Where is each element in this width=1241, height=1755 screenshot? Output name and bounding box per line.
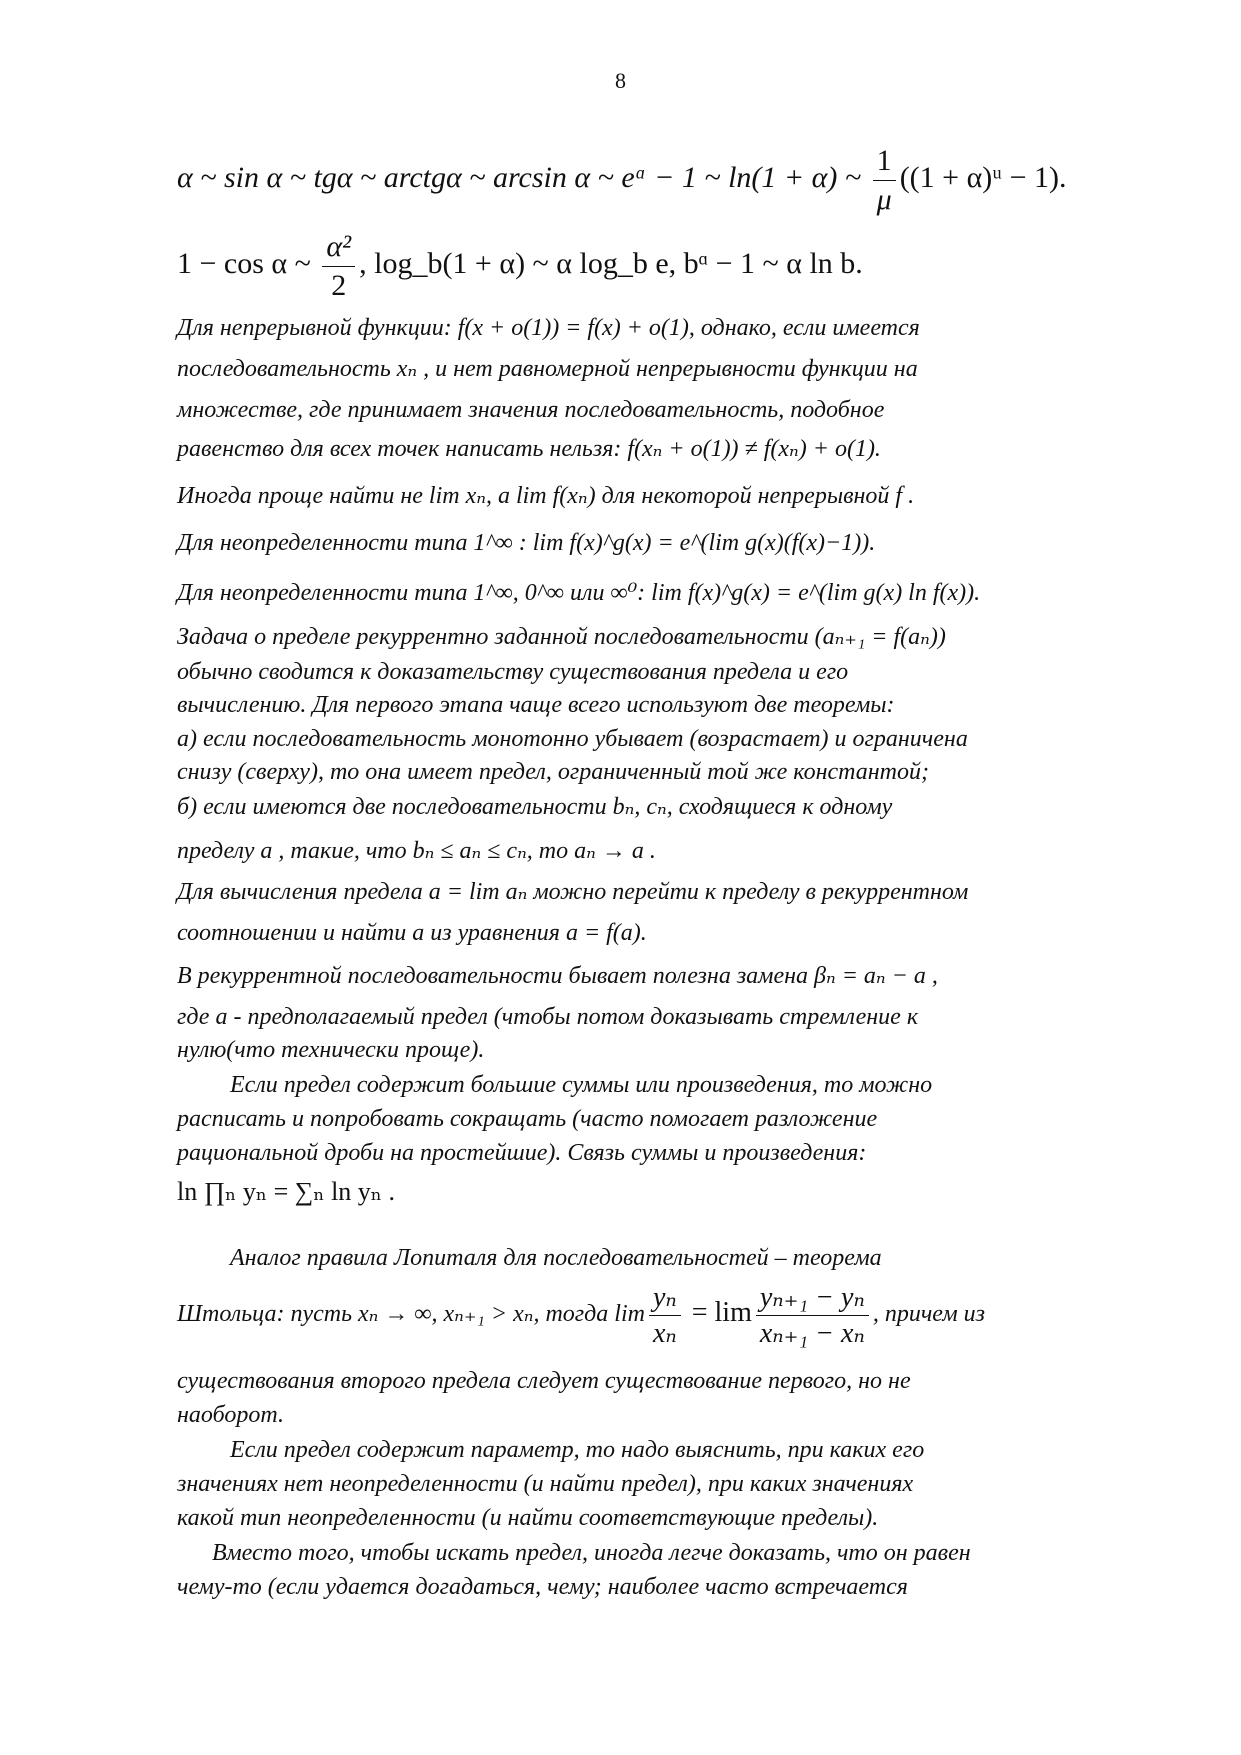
equiv-chain-tail: ((1 + α)ᵘ − 1). <box>899 160 1067 194</box>
stolz-frac2-den: xₙ₊₁ − xₙ <box>759 1318 865 1349</box>
text-line: Для неопределенности типа 1^∞, 0^∞ или ∞⁰: lim f(x)^g(x) = e^(lim g(x) ln f(x)). <box>177 580 981 606</box>
stolz-mid: = lim <box>684 1297 752 1329</box>
page-number: 8 <box>615 68 626 93</box>
text-line: обычно сводится к доказательству существования предела и его <box>177 659 849 685</box>
stolz-lead: Штольца: пусть xₙ → ∞, xₙ₊₁ > xₙ, тогда lim <box>177 1301 645 1328</box>
text-line: наоборот. <box>177 1402 284 1428</box>
text-line: пределу a , такие, что bₙ ≤ aₙ ≤ cₙ, то aₙ → a . <box>177 838 656 864</box>
text-line: В рекуррентной последовательности бывает полезна замена βₙ = aₙ − a , <box>177 963 938 989</box>
line2-frac-num: α² <box>322 228 355 267</box>
text-line: последовательность xₙ , и нет равномерной непрерывности функции на <box>177 356 918 382</box>
text-line: равенство для всех точек написать нельзя: f(xₙ + o(1)) ≠ f(xₙ) + o(1). <box>177 436 881 462</box>
text-line: вычислению. Для первого этапа чаще всего используют две теоремы: <box>177 692 895 718</box>
text-line: Если предел содержит параметр, то надо выяснить, при каких его <box>230 1437 925 1463</box>
stolz-intro: Аналог правила Лопиталя для последовательностей – теорема <box>230 1245 882 1271</box>
equiv-chain-frac-den: μ <box>876 182 892 216</box>
text-line: б) если имеются две последовательности bₙ, cₙ, сходящиеся к одному <box>177 794 893 820</box>
stolz-fraction-1 <box>649 1280 681 1351</box>
log-product-formula: ln ∏ₙ yₙ = ∑ₙ ln yₙ . <box>177 1177 396 1206</box>
text-line: существования второго предела следует существование первого, но не <box>177 1368 911 1394</box>
equiv-chain-fraction <box>873 142 896 218</box>
text-line: чему-то (если удается догадаться, чему; наиболее часто встречается <box>177 1574 908 1600</box>
text-line: где a - предполагаемый предел (чтобы потом доказывать стремление к <box>177 1004 919 1030</box>
text-line: Для неопределенности типа 1^∞ : lim f(x)^g(x) = e^(lim g(x)(f(x)−1)). <box>177 530 876 556</box>
text-line: значениях нет неопределенности (и найти предел), при каких значениях <box>177 1471 914 1497</box>
stolz-frac1-num: yₙ <box>649 1280 681 1316</box>
text-line: рациональной дроби на простейшие). Связь суммы и произведения: <box>177 1140 867 1166</box>
equiv-chain-main: α ~ sin α ~ tgα ~ arctgα ~ arcsin α ~ eᵅ − 1 ~ ln(1 + α) ~ <box>177 160 869 194</box>
line2-frac-den: 2 <box>331 268 347 302</box>
cosine-log-formula <box>177 228 863 304</box>
stolz-frac1-den: xₙ <box>652 1318 677 1349</box>
text-line: Задача о пределе рекуррентно заданной последовательности (aₙ₊₁ = f(aₙ)) <box>177 624 946 650</box>
text-line: какой тип неопределенности (и найти соответствующие пределы). <box>177 1505 879 1531</box>
text-line: снизу (сверху), то она имеет предел, ограниченный той же константой; <box>177 759 929 785</box>
text-line: Иногда проще найти не lim xₙ, а lim f(xₙ) для некоторой непрерывной f . <box>177 483 915 509</box>
text-line: расписать и попробовать сокращать (часто помогает разложение <box>177 1106 878 1132</box>
stolz-theorem-line <box>177 1280 985 1351</box>
equiv-chain-frac-num: 1 <box>873 142 896 181</box>
stolz-tail: , причем из <box>872 1301 986 1328</box>
line2-fraction <box>322 228 355 304</box>
text-line: Вместо того, чтобы искать предел, иногда легче доказать, что он равен <box>212 1540 971 1566</box>
stolz-fraction-2 <box>756 1280 869 1351</box>
line2-tail: , log_b(1 + α) ~ α log_b e, bᵅ − 1 ~ α ln b. <box>359 246 863 280</box>
equivalence-chain-formula <box>177 142 1067 218</box>
text-line: Для вычисления предела a = lim aₙ можно перейти к пределу в рекуррентном <box>177 879 969 905</box>
text-line: множестве, где принимает значения последовательность, подобное <box>177 397 885 423</box>
stolz-frac2-num: yₙ₊₁ − yₙ <box>756 1280 869 1316</box>
text-line: соотношении и найти a из уравнения a = f(a). <box>177 920 647 946</box>
text-line: а) если последовательность монотонно убывает (возрастает) и ограничена <box>177 726 968 752</box>
line2-lead: 1 − cos α ~ <box>177 246 319 280</box>
text-line: Если предел содержит большие суммы или произведения, то можно <box>230 1072 933 1098</box>
text-line: Для непрерывной функции: f(x + o(1)) = f(x) + o(1), однако, если имеется <box>177 315 920 341</box>
text-line: нулю(что технически проще). <box>177 1037 485 1063</box>
